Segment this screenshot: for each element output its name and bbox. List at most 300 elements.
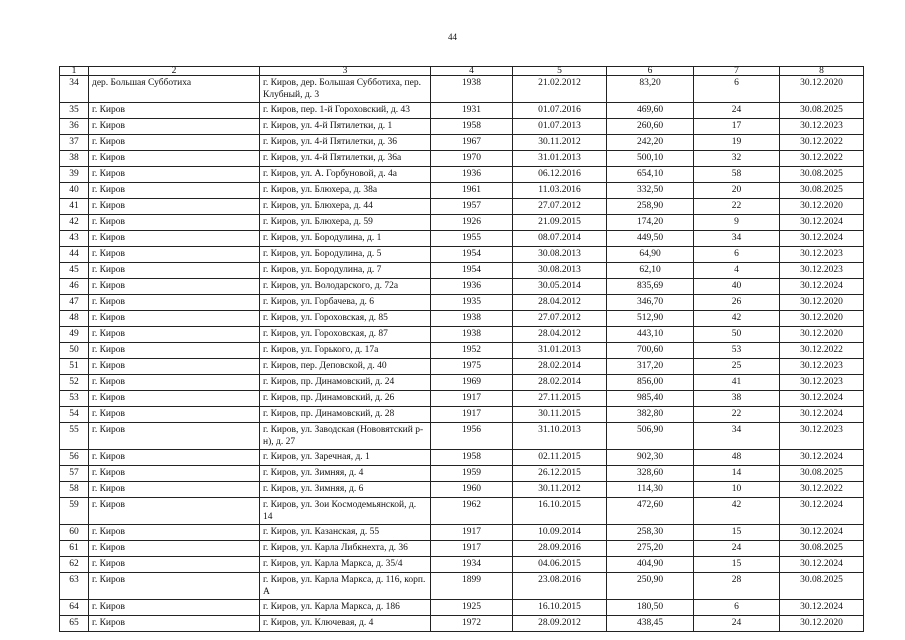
cell-settlement: г. Киров: [89, 231, 260, 247]
cell-residents: 40: [694, 279, 780, 295]
cell-date: 21.09.2015: [513, 215, 607, 231]
cell-settlement: г. Киров: [89, 343, 260, 359]
cell-address: г. Киров, ул. Блюхера, д. 59: [260, 215, 431, 231]
cell-area: 700,60: [607, 343, 694, 359]
cell-row-number: 64: [60, 600, 89, 616]
cell-date: 23.08.2016: [513, 573, 607, 600]
cell-address: г. Киров, пр. Динамовский, д. 24: [260, 375, 431, 391]
cell-deadline: 30.12.2020: [780, 327, 864, 343]
column-header-7: 7: [694, 67, 780, 76]
cell-residents: 15: [694, 557, 780, 573]
cell-year-built: 1917: [431, 407, 513, 423]
cell-deadline: 30.12.2022: [780, 135, 864, 151]
cell-area: 438,45: [607, 616, 694, 632]
cell-row-number: 35: [60, 103, 89, 119]
cell-date: 16.10.2015: [513, 498, 607, 525]
cell-settlement: г. Киров: [89, 167, 260, 183]
cell-deadline: 30.12.2023: [780, 375, 864, 391]
cell-address: г. Киров, ул. Зимняя, д. 6: [260, 482, 431, 498]
cell-deadline: 30.12.2020: [780, 311, 864, 327]
cell-row-number: 58: [60, 482, 89, 498]
cell-address: г. Киров, ул. Гороховская, д. 87: [260, 327, 431, 343]
cell-date: 28.04.2012: [513, 295, 607, 311]
table-row: [60, 343, 864, 359]
cell-row-number: 34: [60, 76, 89, 103]
cell-date: 01.07.2016: [513, 103, 607, 119]
cell-settlement: г. Киров: [89, 525, 260, 541]
column-header-6: 6: [607, 67, 694, 76]
cell-row-number: 59: [60, 498, 89, 525]
cell-date: 27.07.2012: [513, 311, 607, 327]
cell-residents: 6: [694, 247, 780, 263]
cell-deadline: 30.12.2024: [780, 525, 864, 541]
table-row: [60, 263, 864, 279]
cell-area: 83,20: [607, 76, 694, 103]
cell-row-number: 39: [60, 167, 89, 183]
cell-area: 443,10: [607, 327, 694, 343]
cell-address: г. Киров, ул. Карла Либкнехта, д. 36: [260, 541, 431, 557]
cell-settlement: г. Киров: [89, 279, 260, 295]
cell-date: 30.08.2013: [513, 263, 607, 279]
cell-area: 500,10: [607, 151, 694, 167]
cell-residents: 34: [694, 231, 780, 247]
cell-settlement: г. Киров: [89, 215, 260, 231]
cell-date: 27.11.2015: [513, 391, 607, 407]
cell-residents: 4: [694, 263, 780, 279]
cell-row-number: 47: [60, 295, 89, 311]
cell-area: 449,50: [607, 231, 694, 247]
table-row: [60, 466, 864, 482]
cell-year-built: 1967: [431, 135, 513, 151]
cell-area: 332,50: [607, 183, 694, 199]
cell-row-number: 45: [60, 263, 89, 279]
cell-residents: 6: [694, 600, 780, 616]
cell-settlement: г. Киров: [89, 183, 260, 199]
column-header-3: 3: [260, 67, 431, 76]
cell-date: 28.02.2014: [513, 375, 607, 391]
cell-settlement: г. Киров: [89, 375, 260, 391]
cell-residents: 48: [694, 450, 780, 466]
cell-address: г. Киров, ул. Блюхера, д. 44: [260, 199, 431, 215]
cell-area: 64,90: [607, 247, 694, 263]
cell-date: 06.12.2016: [513, 167, 607, 183]
cell-residents: 25: [694, 359, 780, 375]
cell-area: 902,30: [607, 450, 694, 466]
cell-area: 346,70: [607, 295, 694, 311]
cell-deadline: 30.08.2025: [780, 167, 864, 183]
cell-row-number: 51: [60, 359, 89, 375]
cell-area: 469,60: [607, 103, 694, 119]
table-row: [60, 375, 864, 391]
cell-area: 856,00: [607, 375, 694, 391]
cell-settlement: г. Киров: [89, 327, 260, 343]
cell-deadline: 30.12.2024: [780, 557, 864, 573]
cell-year-built: 1899: [431, 573, 513, 600]
cell-residents: 10: [694, 482, 780, 498]
table-row: [60, 557, 864, 573]
cell-date: 30.05.2014: [513, 279, 607, 295]
cell-year-built: 1959: [431, 466, 513, 482]
cell-year-built: 1938: [431, 311, 513, 327]
cell-area: 506,90: [607, 423, 694, 450]
cell-date: 30.08.2013: [513, 247, 607, 263]
cell-residents: 24: [694, 103, 780, 119]
column-header-4: 4: [431, 67, 513, 76]
cell-deadline: 30.12.2024: [780, 215, 864, 231]
cell-address: г. Киров, ул. Карла Маркса, д. 116, корп. А: [260, 573, 431, 600]
cell-area: 114,30: [607, 482, 694, 498]
cell-area: 512,90: [607, 311, 694, 327]
cell-date: 31.01.2013: [513, 151, 607, 167]
table-row: [60, 498, 864, 525]
cell-row-number: 49: [60, 327, 89, 343]
cell-settlement: г. Киров: [89, 151, 260, 167]
cell-deadline: 30.08.2025: [780, 541, 864, 557]
cell-date: 31.10.2013: [513, 423, 607, 450]
cell-deadline: 30.12.2023: [780, 263, 864, 279]
cell-row-number: 53: [60, 391, 89, 407]
cell-year-built: 1972: [431, 616, 513, 632]
cell-residents: 15: [694, 525, 780, 541]
cell-area: 174,20: [607, 215, 694, 231]
cell-date: 16.10.2015: [513, 600, 607, 616]
cell-year-built: 1931: [431, 103, 513, 119]
cell-row-number: 55: [60, 423, 89, 450]
cell-date: 28.02.2014: [513, 359, 607, 375]
cell-residents: 28: [694, 573, 780, 600]
cell-settlement: г. Киров: [89, 135, 260, 151]
cell-settlement: г. Киров: [89, 391, 260, 407]
cell-deadline: 30.08.2025: [780, 103, 864, 119]
cell-row-number: 48: [60, 311, 89, 327]
cell-year-built: 1938: [431, 76, 513, 103]
cell-settlement: дер. Большая Субботиха: [89, 76, 260, 103]
cell-deadline: 30.12.2023: [780, 359, 864, 375]
cell-settlement: г. Киров: [89, 407, 260, 423]
cell-area: 328,60: [607, 466, 694, 482]
table-row: [60, 231, 864, 247]
table-row: [60, 167, 864, 183]
table-row: [60, 525, 864, 541]
cell-year-built: 1958: [431, 450, 513, 466]
cell-address: г. Киров, ул. Казанская, д. 55: [260, 525, 431, 541]
table-row: [60, 600, 864, 616]
cell-row-number: 56: [60, 450, 89, 466]
cell-deadline: 30.12.2024: [780, 407, 864, 423]
cell-row-number: 38: [60, 151, 89, 167]
table-row: [60, 311, 864, 327]
cell-address: г. Киров, ул. А. Горбуновой, д. 4а: [260, 167, 431, 183]
cell-date: 28.09.2016: [513, 541, 607, 557]
cell-deadline: 30.12.2024: [780, 391, 864, 407]
cell-area: 250,90: [607, 573, 694, 600]
cell-address: г. Киров, пер. Деповской, д. 40: [260, 359, 431, 375]
cell-address: г. Киров, ул. Зои Космодемьянской, д. 14: [260, 498, 431, 525]
table-row: [60, 573, 864, 600]
table-row: [60, 199, 864, 215]
cell-year-built: 1961: [431, 183, 513, 199]
cell-residents: 24: [694, 541, 780, 557]
cell-settlement: г. Киров: [89, 450, 260, 466]
cell-date: 02.11.2015: [513, 450, 607, 466]
table-row: [60, 215, 864, 231]
cell-settlement: г. Киров: [89, 423, 260, 450]
cell-row-number: 44: [60, 247, 89, 263]
cell-row-number: 52: [60, 375, 89, 391]
cell-row-number: 42: [60, 215, 89, 231]
cell-residents: 38: [694, 391, 780, 407]
cell-residents: 6: [694, 76, 780, 103]
cell-row-number: 63: [60, 573, 89, 600]
cell-area: 275,20: [607, 541, 694, 557]
table-row: [60, 279, 864, 295]
cell-address: г. Киров, ул. Карла Маркса, д. 186: [260, 600, 431, 616]
cell-row-number: 46: [60, 279, 89, 295]
cell-settlement: г. Киров: [89, 295, 260, 311]
cell-row-number: 36: [60, 119, 89, 135]
cell-settlement: г. Киров: [89, 498, 260, 525]
cell-deadline: 30.08.2025: [780, 573, 864, 600]
cell-area: 654,10: [607, 167, 694, 183]
table-row: [60, 407, 864, 423]
cell-residents: 42: [694, 498, 780, 525]
cell-deadline: 30.12.2020: [780, 199, 864, 215]
cell-area: 472,60: [607, 498, 694, 525]
cell-row-number: 37: [60, 135, 89, 151]
cell-row-number: 61: [60, 541, 89, 557]
cell-deadline: 30.12.2020: [780, 616, 864, 632]
cell-date: 26.12.2015: [513, 466, 607, 482]
cell-year-built: 1917: [431, 541, 513, 557]
cell-date: 28.04.2012: [513, 327, 607, 343]
table-row: [60, 247, 864, 263]
cell-address: г. Киров, ул. Карла Маркса, д. 35/4: [260, 557, 431, 573]
cell-year-built: 1954: [431, 247, 513, 263]
cell-address: г. Киров, ул. Ключевая, д. 4: [260, 616, 431, 632]
cell-settlement: г. Киров: [89, 466, 260, 482]
table-row: [60, 359, 864, 375]
table-row: [60, 151, 864, 167]
cell-area: 62,10: [607, 263, 694, 279]
cell-settlement: г. Киров: [89, 103, 260, 119]
cell-year-built: 1970: [431, 151, 513, 167]
cell-address: г. Киров, пр. Динамовский, д. 28: [260, 407, 431, 423]
column-header-5: 5: [513, 67, 607, 76]
cell-deadline: 30.12.2023: [780, 119, 864, 135]
table-row: [60, 103, 864, 119]
cell-deadline: 30.12.2023: [780, 247, 864, 263]
cell-address: г. Киров, пр. Динамовский, д. 26: [260, 391, 431, 407]
column-header-8: 8: [780, 67, 864, 76]
cell-deadline: 30.12.2024: [780, 498, 864, 525]
cell-year-built: 1954: [431, 263, 513, 279]
cell-area: 985,40: [607, 391, 694, 407]
table-row: [60, 482, 864, 498]
cell-date: 30.11.2012: [513, 135, 607, 151]
cell-date: 31.01.2013: [513, 343, 607, 359]
column-header-2: 2: [89, 67, 260, 76]
table-row: [60, 76, 864, 103]
cell-address: г. Киров, ул. Заводская (Нововятский р-н), д. 27: [260, 423, 431, 450]
table-row: [60, 183, 864, 199]
cell-residents: 19: [694, 135, 780, 151]
cell-settlement: г. Киров: [89, 247, 260, 263]
cell-address: г. Киров, ул. Блюхера, д. 38а: [260, 183, 431, 199]
cell-address: г. Киров, дер. Большая Субботиха, пер. Клубный, д. 3: [260, 76, 431, 103]
cell-address: г. Киров, ул. Бородулина, д. 5: [260, 247, 431, 263]
cell-address: г. Киров, ул. 4-й Пятилетки, д. 36а: [260, 151, 431, 167]
cell-deadline: 30.12.2022: [780, 151, 864, 167]
cell-settlement: г. Киров: [89, 541, 260, 557]
cell-deadline: 30.12.2020: [780, 76, 864, 103]
cell-area: 835,69: [607, 279, 694, 295]
cell-year-built: 1917: [431, 525, 513, 541]
cell-date: 21.02.2012: [513, 76, 607, 103]
cell-row-number: 62: [60, 557, 89, 573]
cell-residents: 17: [694, 119, 780, 135]
table-row: [60, 327, 864, 343]
cell-settlement: г. Киров: [89, 119, 260, 135]
cell-year-built: 1952: [431, 343, 513, 359]
table-row: [60, 135, 864, 151]
cell-row-number: 40: [60, 183, 89, 199]
cell-date: 01.07.2013: [513, 119, 607, 135]
cell-area: 180,50: [607, 600, 694, 616]
cell-row-number: 65: [60, 616, 89, 632]
table-row: [60, 616, 864, 632]
cell-residents: 22: [694, 199, 780, 215]
cell-area: 382,80: [607, 407, 694, 423]
cell-deadline: 30.12.2023: [780, 423, 864, 450]
cell-address: г. Киров, ул. Гороховская, д. 85: [260, 311, 431, 327]
table-row: [60, 119, 864, 135]
cell-year-built: 1926: [431, 215, 513, 231]
cell-settlement: г. Киров: [89, 616, 260, 632]
table-header-row: [60, 67, 864, 76]
cell-deadline: 30.12.2020: [780, 295, 864, 311]
cell-row-number: 60: [60, 525, 89, 541]
cell-date: 30.11.2015: [513, 407, 607, 423]
cell-date: 30.11.2012: [513, 482, 607, 498]
table-body: [60, 76, 864, 632]
cell-address: г. Киров, ул. Бородулина, д. 7: [260, 263, 431, 279]
cell-address: г. Киров, ул. 4-й Пятилетки, д. 36: [260, 135, 431, 151]
cell-settlement: г. Киров: [89, 482, 260, 498]
cell-residents: 42: [694, 311, 780, 327]
cell-settlement: г. Киров: [89, 557, 260, 573]
cell-deadline: 30.12.2022: [780, 343, 864, 359]
cell-residents: 41: [694, 375, 780, 391]
cell-settlement: г. Киров: [89, 573, 260, 600]
cell-settlement: г. Киров: [89, 199, 260, 215]
cell-row-number: 50: [60, 343, 89, 359]
cell-deadline: 30.12.2024: [780, 600, 864, 616]
cell-row-number: 57: [60, 466, 89, 482]
cell-settlement: г. Киров: [89, 600, 260, 616]
table-row: [60, 450, 864, 466]
cell-address: г. Киров, ул. Заречная, д. 1: [260, 450, 431, 466]
cell-residents: 20: [694, 183, 780, 199]
cell-date: 11.03.2016: [513, 183, 607, 199]
cell-year-built: 1955: [431, 231, 513, 247]
table-row: [60, 541, 864, 557]
table-row: [60, 391, 864, 407]
cell-settlement: г. Киров: [89, 359, 260, 375]
cell-residents: 53: [694, 343, 780, 359]
cell-residents: 9: [694, 215, 780, 231]
cell-deadline: 30.12.2024: [780, 231, 864, 247]
cell-year-built: 1936: [431, 279, 513, 295]
cell-address: г. Киров, ул. Зимняя, д. 4: [260, 466, 431, 482]
housing-table: [59, 66, 864, 632]
page-number: 44: [448, 32, 457, 42]
cell-year-built: 1958: [431, 119, 513, 135]
cell-residents: 34: [694, 423, 780, 450]
cell-deadline: 30.12.2024: [780, 279, 864, 295]
cell-residents: 58: [694, 167, 780, 183]
column-header-1: 1: [60, 67, 89, 76]
cell-row-number: 41: [60, 199, 89, 215]
cell-row-number: 54: [60, 407, 89, 423]
cell-year-built: 1960: [431, 482, 513, 498]
cell-residents: 50: [694, 327, 780, 343]
cell-address: г. Киров, ул. Горького, д. 17а: [260, 343, 431, 359]
cell-deadline: 30.12.2022: [780, 482, 864, 498]
cell-residents: 26: [694, 295, 780, 311]
cell-year-built: 1934: [431, 557, 513, 573]
cell-year-built: 1962: [431, 498, 513, 525]
cell-date: 08.07.2014: [513, 231, 607, 247]
cell-year-built: 1935: [431, 295, 513, 311]
cell-area: 260,60: [607, 119, 694, 135]
cell-year-built: 1917: [431, 391, 513, 407]
cell-row-number: 43: [60, 231, 89, 247]
cell-date: 04.06.2015: [513, 557, 607, 573]
table-row: [60, 295, 864, 311]
cell-area: 317,20: [607, 359, 694, 375]
cell-year-built: 1938: [431, 327, 513, 343]
cell-deadline: 30.08.2025: [780, 183, 864, 199]
cell-deadline: 30.08.2025: [780, 466, 864, 482]
cell-residents: 32: [694, 151, 780, 167]
cell-area: 242,20: [607, 135, 694, 151]
cell-settlement: г. Киров: [89, 311, 260, 327]
cell-year-built: 1975: [431, 359, 513, 375]
cell-year-built: 1969: [431, 375, 513, 391]
cell-deadline: 30.12.2024: [780, 450, 864, 466]
cell-year-built: 1957: [431, 199, 513, 215]
cell-year-built: 1956: [431, 423, 513, 450]
cell-residents: 14: [694, 466, 780, 482]
cell-address: г. Киров, пер. 1-й Гороховский, д. 43: [260, 103, 431, 119]
cell-area: 258,30: [607, 525, 694, 541]
cell-year-built: 1936: [431, 167, 513, 183]
cell-area: 258,90: [607, 199, 694, 215]
cell-area: 404,90: [607, 557, 694, 573]
table-row: [60, 423, 864, 450]
cell-residents: 22: [694, 407, 780, 423]
cell-date: 28.09.2012: [513, 616, 607, 632]
cell-residents: 24: [694, 616, 780, 632]
cell-date: 10.09.2014: [513, 525, 607, 541]
cell-year-built: 1925: [431, 600, 513, 616]
cell-address: г. Киров, ул. 4-й Пятилетки, д. 1: [260, 119, 431, 135]
cell-address: г. Киров, ул. Бородулина, д. 1: [260, 231, 431, 247]
cell-date: 27.07.2012: [513, 199, 607, 215]
cell-address: г. Киров, ул. Горбачева, д. 6: [260, 295, 431, 311]
cell-settlement: г. Киров: [89, 263, 260, 279]
cell-address: г. Киров, ул. Володарского, д. 72а: [260, 279, 431, 295]
